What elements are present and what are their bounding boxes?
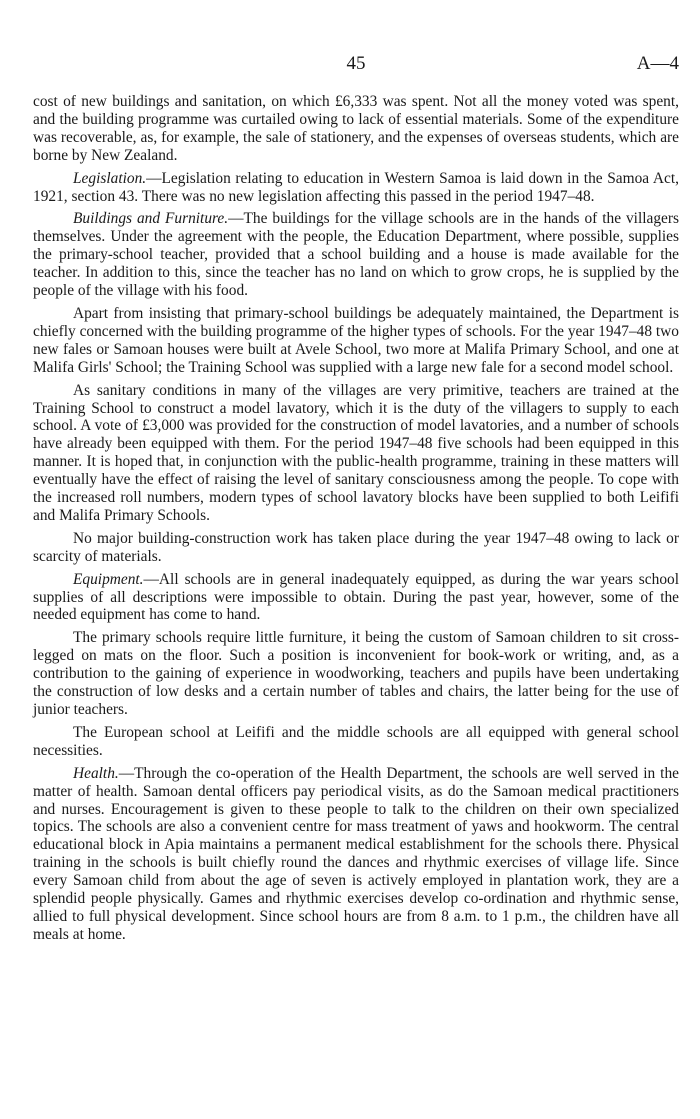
section-heading-health: Health. xyxy=(73,764,119,782)
paragraph-building-programme xyxy=(33,305,679,377)
section-heading-legislation: Legislation. xyxy=(73,169,147,187)
paragraph-buildings xyxy=(33,210,679,300)
paragraph-construction xyxy=(33,530,679,566)
paragraph-text: cost of new buildings and sanitation, on which £6,333 was spent. Not all the money voted was spent, and the building programme was curtailed owing to lack of essential materials. Some of the expenditure was recoverable, as, for example, the sale of stationery, and the expenses of overseas students, which are borne by New Zealand. xyxy=(33,93,679,164)
section-heading-equipment: Equipment. xyxy=(73,570,144,588)
paragraph-legislation xyxy=(33,170,679,206)
document-reference: A—4 xyxy=(636,53,679,74)
paragraph-text: —All schools are in general inadequately equipped, as during the war years school supplies of all descriptions were impossible to obtain. During the past year, however, some of the needed equipment has come to hand. xyxy=(33,570,679,624)
paragraph-text: —The buildings for the village schools are in the hands of the villagers themselves. Under the agreement with the people, the Education Department, where possible, supplies the primary-school teacher, provided that a school building and a house is made available for the teacher. In addition to this, since the teacher has no land on which to grow crops, he is supplied by the people of the village with his food. xyxy=(33,210,679,300)
paragraph-text: The primary schools require little furniture, it being the custom of Samoan children to sit cross-legged on mats on the floor. Such a position is inconvenient for book-work or writing, and, as a contribution to the gaining of experience in woodworking, teachers and pupils have been undertaking the construction of low desks and a certain number of tables and chairs, the latter being for the use of junior teachers. xyxy=(33,629,679,718)
page-header xyxy=(33,52,679,76)
paragraph-text: —Legislation relating to education in Western Samoa is laid down in the Samoa Act, 1921, section 43. There was no new legislation affecting this passed in the period 1947–48. xyxy=(33,169,679,205)
section-heading-buildings: Buildings and Furniture. xyxy=(73,210,229,228)
paragraph-health xyxy=(33,765,679,944)
paragraph-text: As sanitary conditions in many of the villages are very primitive, teachers are trained at the Training School to construct a model lavatory, which it is the duty of the villagers to supply to each school. A vote of £3,000 was provided for the construction of model lavatories, and a number of schools have already been equipped with them. For the period 1947–48 five schools had been equipped in this manner. It is hoped that, in conjunction with the public-health programme, training in these matters will eventually have the effect of raising the level of sanitary consciousness among the people. To cope with the increased roll numbers, modern types of school lavatory blocks have been supplied to both Leififi and Malifa Primary Schools. xyxy=(33,381,679,524)
paragraph-equipment xyxy=(33,571,679,625)
paragraph-sanitation xyxy=(33,382,679,525)
paragraph-furniture xyxy=(33,629,679,719)
paragraph-text: —Through the co-operation of the Health Department, the schools are well served in the matter of health. Samoan dental officers pay periodical visits, as do the Samoan medical practitioners and nurses. Encouragement is given to these people to talk to the children on their own specialized topics. The schools are also a convenient centre for mass treatment of yaws and hookworm. The central educational block in Apia maintains a permanent medical establishment for the schools there. Physical training in the schools is built chiefly round the dances and rhythmic exercises of village life. Since every Samoan child from about the age of seven is actively employed in plantation work, they are a splendid people physically. Games and rhythmic exercises develop co-ordination and rhythmic sense, allied to full physical development. Since school hours are from 8 a.m. to 1 p.m., the children have all meals at home. xyxy=(33,764,679,943)
paragraph-continuation xyxy=(33,93,679,165)
paragraph-text: The European school at Leififi and the middle schools are all equipped with general school necessities. xyxy=(33,723,679,759)
paragraph-european-school xyxy=(33,724,679,760)
paragraph-text: No major building-construction work has taken place during the year 1947–48 owing to lack or scarcity of materials. xyxy=(33,529,679,565)
body-text xyxy=(33,93,679,949)
page-number: 45 xyxy=(346,53,366,74)
paragraph-text: Apart from insisting that primary-school buildings be adequately maintained, the Department is chiefly concerned with the building programme of the higher types of schools. For the year 1947–48 two new fales or Samoan houses were built at Avele School, two more at Malifa Primary School, and one at Malifa Girls' School; the Training School was supplied with a large new fale for a second model school. xyxy=(33,304,679,376)
